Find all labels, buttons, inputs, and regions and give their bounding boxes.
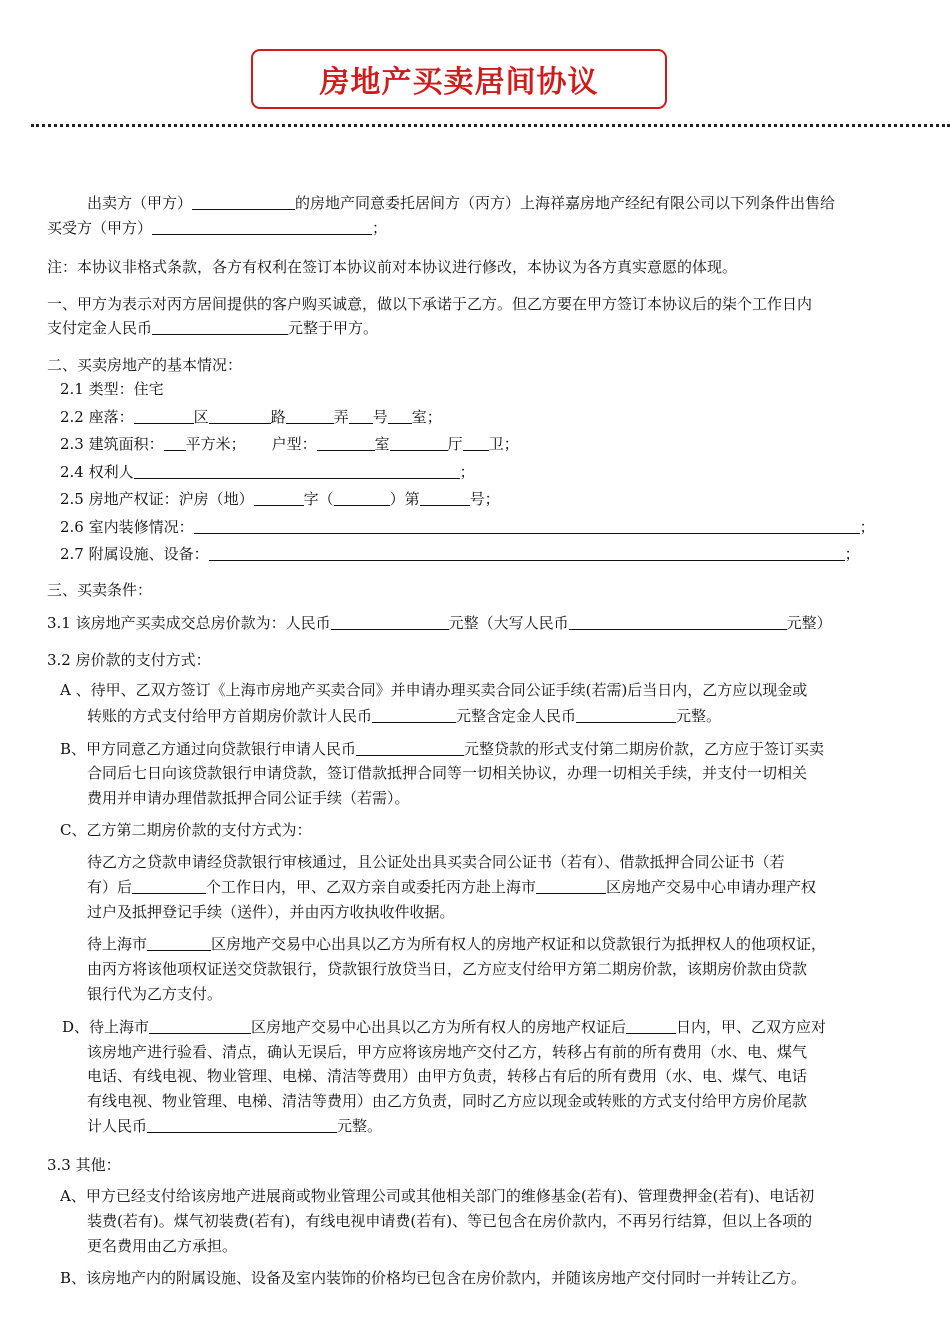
s1-line-2: 支付定金人民币 元整于甲方。 [47,319,379,337]
intro-line-1: 出卖方（甲方） 的房地产同意委托居间方（丙方）上海祥嘉房地产经纪有限公司以下列条件出售给 [87,194,836,212]
other-a-line-3: 更名费用由乙方承担。 [87,1237,238,1255]
other-a-line-2: 装费(若有)。煤气初装费(若有)，有线电视申请费(若有)、等已包含在房价款内，不再另行结算，但以上各项的 [87,1212,813,1230]
intro-line-2: 买受方（甲方） ； [47,219,388,237]
s2-owner: 2.4 权利人 ； [60,463,475,481]
buyer-blank [152,219,372,235]
pay-a-line-2: 转账的方式支付给甲方首期房价款计人民币 元整含定金人民币 元整。 [87,707,722,725]
s3-other-heading: 3.3 其他： [47,1156,121,1174]
pay-a-line-1: A 、待甲、乙双方签订《上海市房地产买卖合同》并申请办理买卖合同公证手续(若需)后当日内，乙方应以现金或 [60,681,808,699]
pay-c-p1-line-1: 待乙方之贷款申请经贷款银行审核通过，且公证处出具买卖合同公证书（若有）、借款抵押合同公证书（若 [87,853,785,871]
s1-line-1: 一、甲方为表示对丙方居间提供的客户购买诚意，做以下承诺于乙方。但乙方要在甲方签订本协议后的柒个工作日内 [47,295,813,313]
pay-d-line-3: 电话、有线电视、物业管理、电梯、清洁等费用）由甲方负责，转移占有后的所有费用（水、电、煤气、电话 [87,1067,808,1085]
s3-pay-heading: 3.2 房价款的支付方式： [47,651,211,669]
document-title: 房地产买卖居间协议 [319,65,599,100]
pay-c-p1-line-2: 有）后 个工作日内，甲、乙双方亲自或委托丙方赴上海市 区房地产交易中心申请办理产权 [87,878,817,896]
s2-area: 2.3 建筑面积： 平方米； 户型： 室 厅 卫； [60,435,519,453]
pay-c-heading: C、乙方第二期房价款的支付方式为： [60,821,312,839]
s2-equipment: 2.7 附属设施、设备： ； [60,545,860,563]
s3-price: 3.1 该房地产买卖成交总房价款为：人民币 元整（大写人民币 元整） [47,614,832,632]
seller-blank [192,194,295,210]
s2-location: 2.2 座落： 区 路 弄 号 室； [60,408,442,426]
note-text: 注：本协议非格式条款，各方有权利在签订本协议前对本协议进行修改，本协议为各方真实意愿的体现。 [47,258,738,276]
pay-c-p2-line-1: 待上海市 区房地产交易中心出具以乙方为所有权人的房地产权证和以贷款银行为抵押权人的他项权证， [87,935,827,953]
other-a-line-1: A、甲方已经支付给该房地产进展商或物业管理公司或其他相关部门的维修基金(若有)、管理费押金(若有)、电话初 [60,1187,815,1205]
pay-d-line-1: D、待上海市 区房地产交易中心出具以乙方为所有权人的房地产权证后 日内，甲、乙双方应对 [62,1018,827,1036]
s3-heading: 三、买卖条件： [47,581,153,599]
pay-b-line-3: 费用并申请办理借款抵押合同公证手续（若需）。 [87,789,410,807]
pay-c-p2-line-3: 银行代为乙方支付。 [87,985,223,1003]
pay-b-line-1: B、甲方同意乙方通过向贷款银行申请人民币 元整贷款的形式支付第二期房价款，乙方应于签订买卖 [60,740,825,758]
title-box [251,49,667,109]
s2-type: 2.1 类型：住宅 [60,380,164,398]
pay-c-p2-line-2: 由丙方将该他项权证送交贷款银行，贷款银行放贷当日，乙方应支付给甲方第二期房价款，该期房价款由贷款 [87,960,808,978]
s2-cert: 2.5 房地产权证：沪房（地） 字（ ）第 号； [60,490,500,508]
other-b-line: B、该房地产内的附属设施、设备及室内装饰的价格均已包含在房价款内，并随该房地产交付同时一并转让乙方。 [60,1269,807,1287]
deposit-blank [152,319,288,335]
dotted-divider [31,124,950,127]
pay-d-line-2: 该房地产进行验看、清点，确认无误后，甲方应将该房地产交付乙方，转移占有前的所有费用（水、电、煤气 [87,1043,808,1061]
pay-c-p1-line-3: 过户及抵押登记手续（送件），并由丙方收执收件收据。 [87,903,455,921]
pay-b-line-2: 合同后七日向该贷款银行申请贷款，签订借款抵押合同等一切相关协议，办理一切相关手续，并支付一切相关 [87,764,808,782]
pay-d-line-5: 计人民币 元整。 [87,1117,383,1135]
s2-decoration: 2.6 室内装修情况： ； [60,518,875,536]
s2-heading: 二、买卖房地产的基本情况： [47,356,243,374]
pay-d-line-4: 有线电视、物业管理、电梯、清洁等费用）由乙方负责，同时乙方应以现金或转账的方式支付给甲方房价尾款 [87,1092,808,1110]
